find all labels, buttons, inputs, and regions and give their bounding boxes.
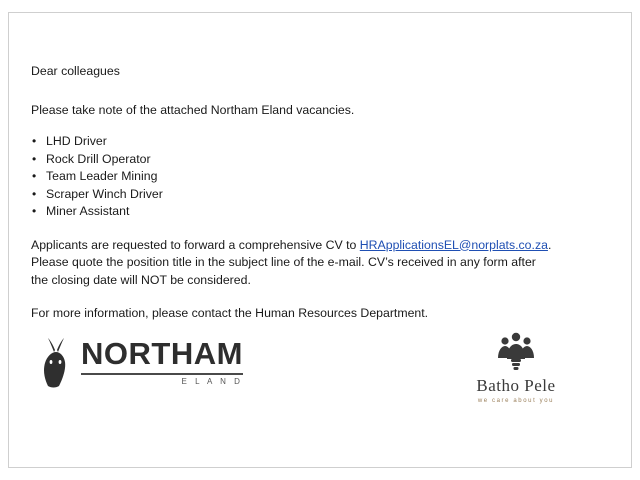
northam-subtitle: E L A N D (181, 377, 243, 386)
list-item (31, 133, 611, 151)
more-info-text: For more information, please contact the Human Resources Department. (31, 306, 429, 320)
bullet-icon: • (32, 169, 37, 183)
greeting-text: Dear colleagues (31, 64, 120, 78)
intro-text: Please take note of the attached Northam Eland vacancies. (31, 103, 355, 117)
people-lightbulb-icon (484, 328, 548, 374)
list-item (31, 186, 611, 204)
batho-pele-name: Batho Pele (476, 376, 556, 395)
document-content (31, 63, 611, 322)
bullet-icon: • (32, 204, 37, 218)
bullet-icon: • (32, 186, 37, 201)
applicants-suffix: . (547, 237, 552, 252)
hr-email-link[interactable]: HRApplicationsEL@norplats.co.za (359, 237, 548, 252)
list-item-label: Scraper Winch Driver (46, 186, 163, 201)
list-item-label: Rock Drill Operator (46, 151, 151, 166)
list-item-label: LHD Driver (46, 134, 107, 148)
springbok-head-icon (37, 336, 73, 388)
list-item (31, 151, 611, 169)
list-item-label: Team Leader Mining (46, 169, 158, 183)
northam-name: NORTHAM (81, 336, 243, 371)
applicants-line-3: the closing date will NOT be considered. (31, 272, 251, 287)
applicants-paragraph (31, 237, 611, 290)
northam-wordmark (81, 338, 243, 386)
applicants-prefix: Applicants are requested to forward a comprehensive CV to (31, 237, 360, 252)
list-item-label: Miner Assistant (46, 204, 130, 218)
bullet-icon: • (32, 151, 37, 166)
bullet-icon: • (32, 134, 37, 148)
applicants-line-2: Please quote the position title in the subject line of the e-mail. CV’s received in any form after (31, 255, 536, 269)
vacancy-list (31, 133, 611, 221)
northam-divider (81, 373, 243, 375)
document-body (8, 12, 632, 468)
northam-logo (37, 336, 243, 388)
batho-pele-subtitle: we care about you (477, 398, 555, 404)
list-item (31, 168, 611, 186)
batho-pele-logo (441, 328, 591, 404)
logo-row (31, 328, 611, 403)
list-item (31, 203, 611, 221)
